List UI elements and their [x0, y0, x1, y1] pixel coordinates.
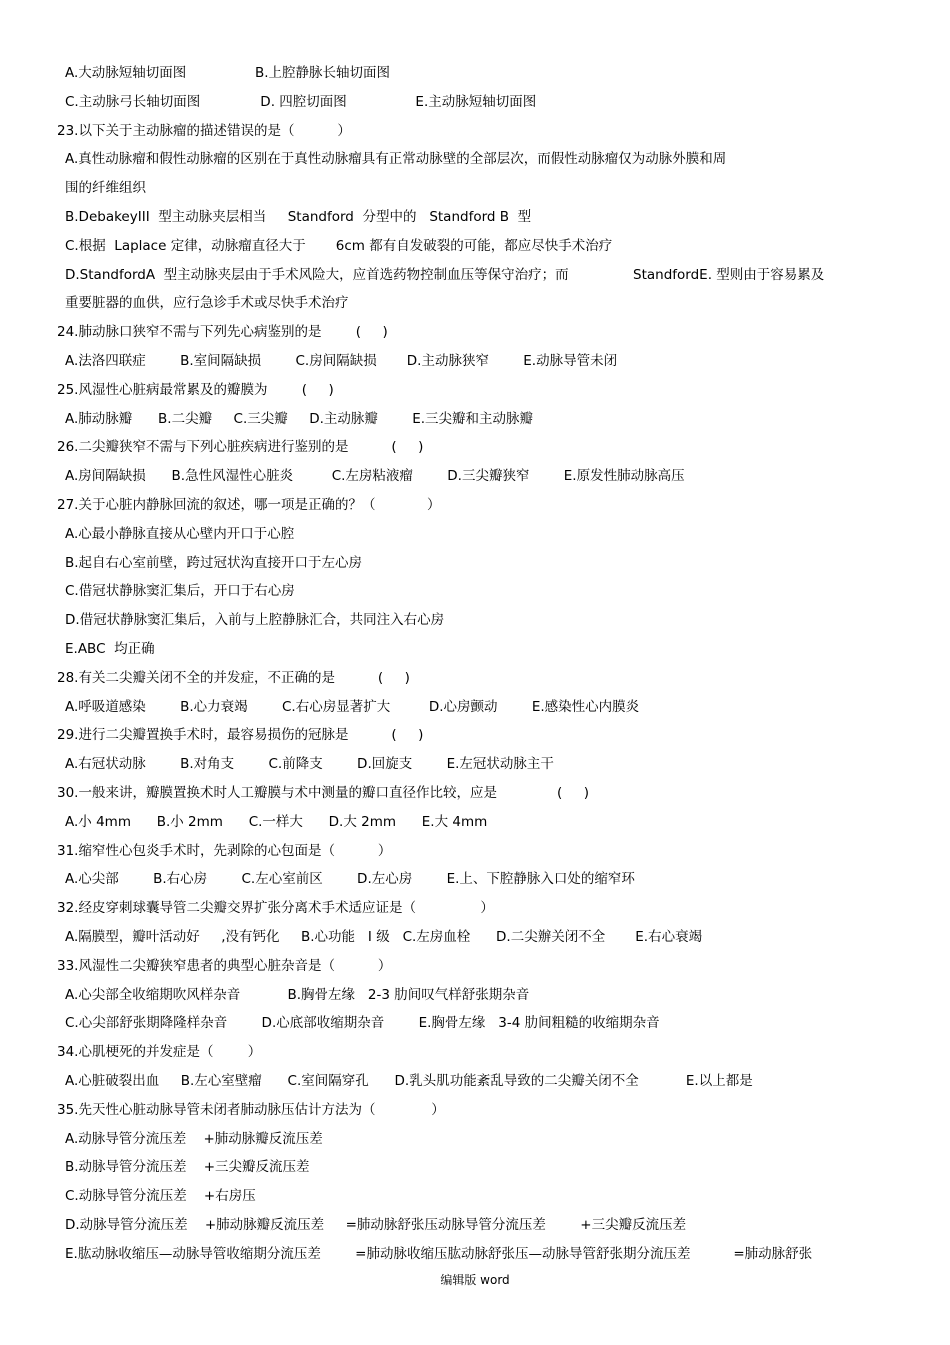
answer-option-line: A.右冠状动脉 B.对角支 C.前降支 D.回旋支 E.左冠状动脉主干	[65, 756, 554, 773]
answer-option-line: A.肺动脉瓣 B.二尖瓣 C.三尖瓣 D.主动脉瓣 E.三尖瓣和主动脉瓣	[65, 410, 534, 427]
answer-option-line: A.呼吸道感染 B.心力衰竭 C.右心房显著扩大 D.心房颤动 E.感染性心内膜炎	[65, 698, 640, 715]
answer-option-line: A.大动脉短轴切面图 B.上腔静脉长轴切面图	[65, 65, 391, 81]
answer-option-line: 围的纤维组织	[65, 180, 146, 197]
answer-option-line: A.心最小静脉直接从心壁内开口于心腔	[65, 525, 295, 542]
answer-option-line: A.动脉导管分流压差 +肺动脉瓣反流压差	[65, 1130, 323, 1147]
question-stem: 35.先天性心脏动脉导管未闭者肺动脉压估计方法为（ ）	[57, 1101, 445, 1118]
answer-option-line: A.心尖部 B.右心房 C.左心室前区 D.左心房 E.上、下腔静脉入口处的缩窄环	[65, 871, 635, 888]
answer-option-line: A.真性动脉瘤和假性动脉瘤的区别在于真性动脉瘤具有正常动脉壁的全部层次，而假性动脉瘤仅为动脉外膜和周	[65, 151, 727, 168]
answer-option-line: A.隔膜型，瓣叶活动好 ,没有钙化 B.心功能 I 级 C.左房血栓 D.二尖辦关闭不全 E.右心衰竭	[65, 929, 703, 945]
answer-option-line: E.肱动脉收缩压—动脉导管收缩期分流压差 =肺动脉收缩压肱动脉舒张压—动脉导管舒张期分流压差 =肺动脉舒张	[65, 1245, 813, 1262]
answer-option-line: D.借冠状静脉窦汇集后，入前与上腔静脉汇合，共同注入右心房	[65, 612, 445, 629]
answer-option-line: A.小 4mm B.小 2mm C.一样大 D.大 2mm E.大 4mm	[65, 813, 488, 830]
answer-option-line: D.StandfordA 型主动脉夹层由于手术风险大，应首选药物控制血压等保守治疗；而 StandfordE. 型则由于容易累及	[65, 266, 825, 283]
page-footer: 编辑版 word	[440, 1273, 510, 1287]
answer-option-line: A.心脏破裂出血 B.左心室壁瘤 C.室间隔穿孔 D.乳头肌功能紊乱导致的二尖瓣关闭不全 E.以上都是	[65, 1073, 753, 1089]
question-stem: 28.有关二尖瓣关闭不全的并发症，不正确的是 ( )	[57, 669, 410, 686]
answer-option-line: A.房间隔缺损 B.急性风湿性心脏炎 C.左房粘液瘤 D.三尖瓣狭窄 E.原发性肺动脉高压	[65, 468, 685, 485]
question-stem: 23.以下关于主动脉瘤的描述错误的是（ ）	[57, 122, 351, 139]
question-stem: 30.一般来讲，瓣膜置换术时人工瓣膜与术中测量的瓣口直径作比较，应是 ( )	[57, 785, 590, 801]
question-stem: 34.心肌梗死的并发症是（ ）	[57, 1044, 262, 1061]
question-stem: 33.风湿性二尖瓣狭窄患者的典型心脏杂音是（ ）	[57, 957, 392, 974]
answer-option-line: C.借冠状静脉窦汇集后，开口于右心房	[65, 583, 295, 600]
answer-option-line: A.心尖部全收缩期吹风样杂音 B.胸骨左缘 2-3 肋间叹气样舒张期杂音	[65, 986, 530, 1003]
answer-option-line: C.心尖部舒张期降隆样杂音 D.心底部收缩期杂音 E.胸骨左缘 3-4 肋间粗糙的收缩期杂音	[65, 1015, 660, 1032]
answer-option-line: A.法洛四联症 B.室间隔缺损 C.房间隔缺损 D.主动脉狭窄 E.动脉导管未闭	[65, 353, 618, 369]
answer-option-line: B.DebakeyIII 型主动脉夹层相当 Standford 分型中的 Standford B 型	[65, 209, 532, 225]
question-stem: 27.关于心脏内静脉回流的叙述，哪一项是正确的？（ ）	[57, 497, 441, 513]
answer-option-line: B.动脉导管分流压差 +三尖瓣反流压差	[65, 1159, 310, 1176]
answer-option-line: C.根据 Laplace 定律，动脉瘤直径大于 6cm 都有自发破裂的可能，都应尽快手术治疗	[65, 237, 613, 254]
answer-option-line: B.起自右心室前壁，跨过冠状沟直接开口于左心房	[65, 554, 363, 571]
answer-option-line: D.动脉导管分流压差 +肺动脉瓣反流压差 =肺动脉舒张压动脉导管分流压差 +三尖瓣反流压差	[65, 1217, 687, 1233]
answer-option-line: E.ABC 均正确	[65, 641, 155, 657]
question-stem: 25.风湿性心脏病最常累及的瓣膜为 ( )	[57, 381, 334, 398]
question-stem: 24.肺动脉口狭窄不需与下列先心病鉴别的是 ( )	[57, 324, 388, 341]
question-stem: 26.二尖瓣狭窄不需与下列心脏疾病进行鉴别的是 ( )	[57, 439, 424, 456]
answer-option-line: C.主动脉弓长轴切面图 D. 四腔切面图 E.主动脉短轴切面图	[65, 93, 537, 110]
answer-option-line: 重要脏器的血供，应行急诊手术或尽快手术治疗	[65, 295, 349, 312]
answer-option-line: C.动脉导管分流压差 +右房压	[65, 1188, 256, 1205]
question-stem: 32.经皮穿刺球囊导管二尖瓣交界扩张分离术手术适应证是（ ）	[57, 900, 494, 917]
question-stem: 29.进行二尖瓣置换手术时，最容易损伤的冠脉是 ( )	[57, 727, 424, 744]
question-stem: 31.缩窄性心包炎手术时，先剥除的心包面是（ ）	[57, 842, 392, 859]
